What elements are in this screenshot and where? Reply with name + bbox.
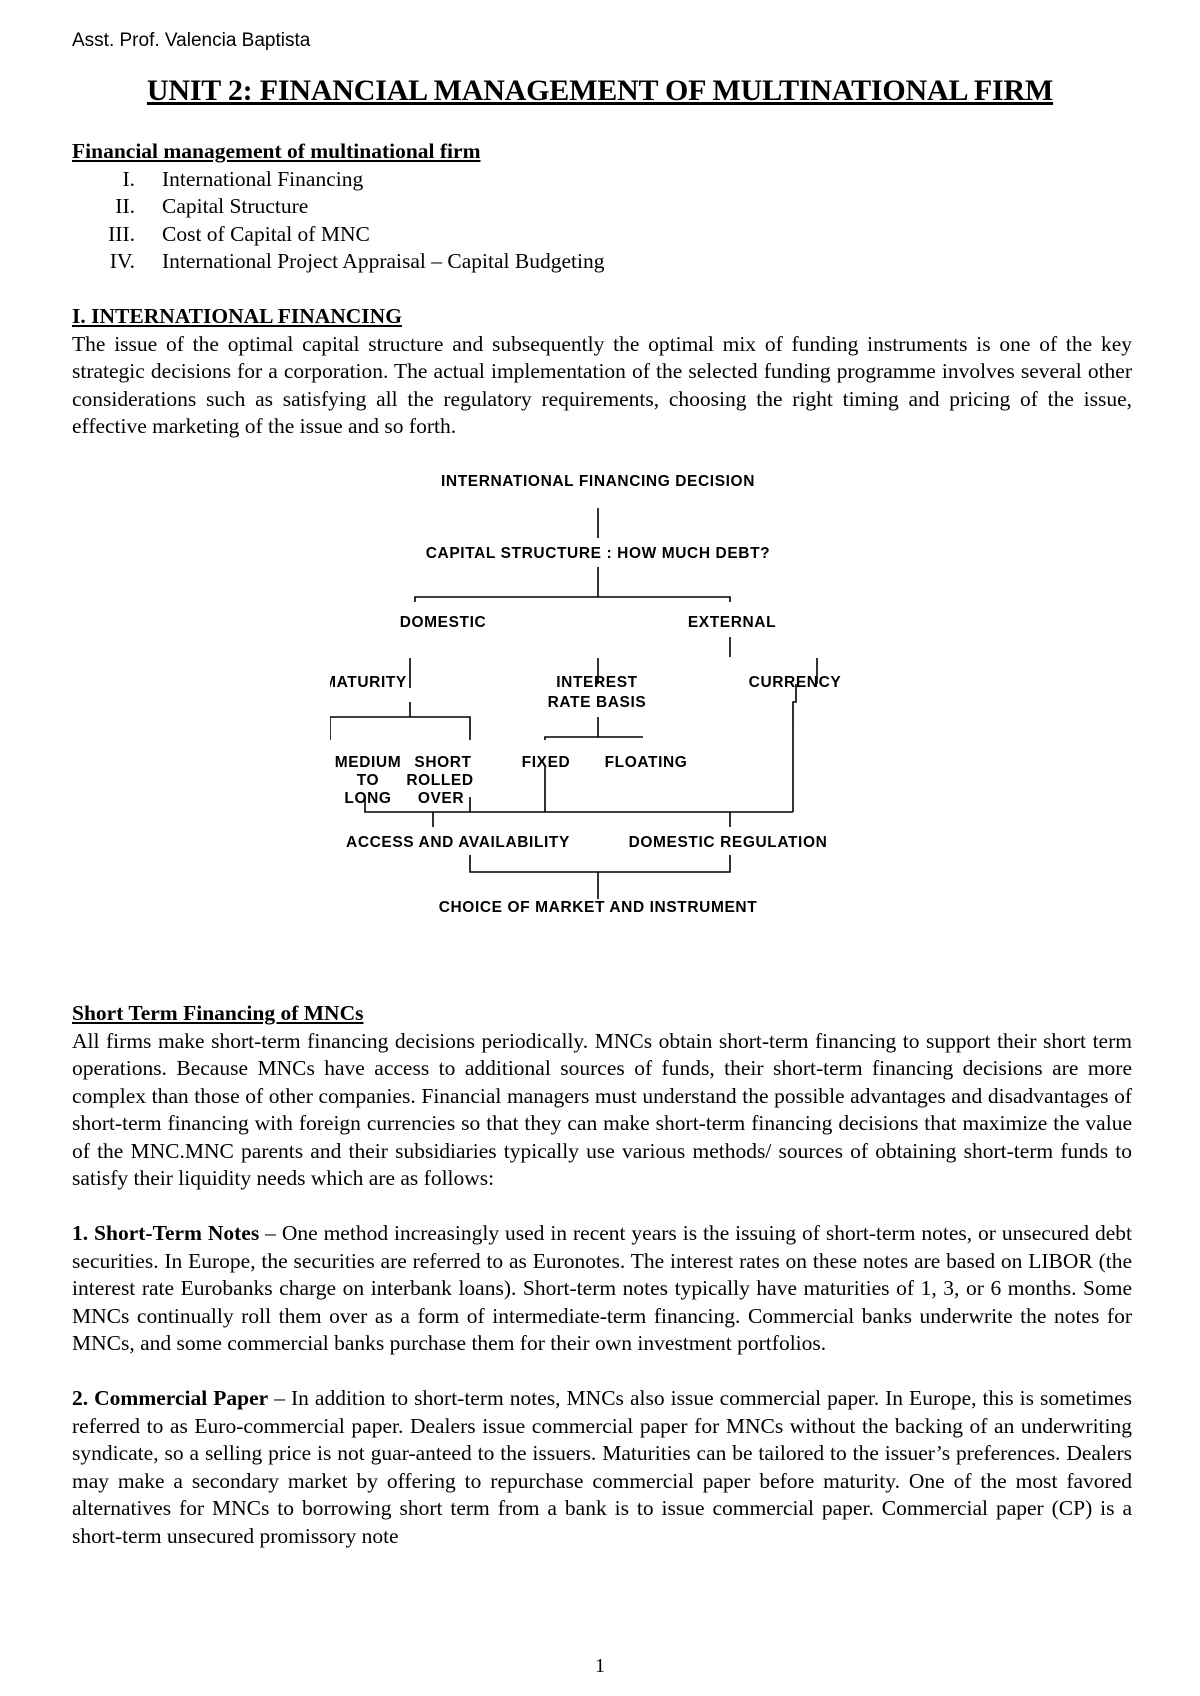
toc-heading: Financial management of multinational firm	[72, 139, 481, 163]
item-text: – One method increasingly used in recent years is the issuing of short-term notes, or unsecured debt securities. In Europe, the securities are referred to as Euronotes. The interest rates on these notes are based on LIBOR (the interest rate Eurobanks charge on interbank loans). Short-term notes typically have maturities of 1, 3, or 6 months. Some MNCs continually roll them over as a form of intermediate-term financing. Commercial banks underwrite the notes for MNCs, and some commercial banks purchase them for their own investment portfolios.	[72, 1221, 1133, 1355]
node-domestic-regulation: DOMESTIC REGULATION	[628, 834, 828, 851]
item-commercial-paper	[72, 1385, 1132, 1550]
node-interest-line2: RATE BASIS	[547, 694, 647, 711]
connector-line	[415, 597, 730, 602]
node-access-availability: ACCESS AND AVAILABILITY	[346, 834, 570, 851]
toc-item-number: III.	[108, 221, 135, 246]
short-term-paragraph: All firms make short-term financing decisions periodically. MNCs obtain short-term financing to support their short term operations. Because MNCs have access to additional sources of funds, their short-term financing decisions are more complex than those of other companies. Financial managers must understand the possible advantages and disadvantages of short-term financing with foreign currencies so that they can make short-term financing decisions that maximize the value of the MNC.MNC parents and their subsidiaries typically use various methods/ sources of obtaining short-term funds to satisfy their liquidity needs which are as follows:	[72, 1028, 1132, 1190]
toc-item	[72, 248, 1132, 276]
financing-decision-diagram	[330, 462, 890, 982]
author-header: Asst. Prof. Valencia Baptista	[72, 30, 311, 51]
toc-item	[72, 193, 1132, 221]
node-short-line2: ROLLED	[406, 772, 474, 789]
short-term-financing-section	[72, 1000, 1132, 1550]
toc-item-text: International Financing	[162, 166, 364, 191]
node-short-line3: OVER	[417, 790, 465, 807]
node-fixed: FIXED	[521, 754, 571, 771]
section-heading-international-financing: I. INTERNATIONAL FINANCING	[72, 304, 402, 328]
toc-item-number: I.	[122, 166, 135, 191]
page-title: UNIT 2: FINANCIAL MANAGEMENT OF MULTINATIONAL FIRM	[146, 74, 1054, 107]
page-number: 1	[595, 1655, 605, 1677]
intro-content	[72, 138, 1132, 441]
toc-item	[72, 166, 1132, 194]
node-medium-line1: MEDIUM	[334, 754, 402, 771]
toc-item-text: International Project Appraisal – Capital Budgeting	[162, 249, 605, 273]
toc-list	[72, 166, 1132, 276]
node-interest-line1: INTEREST	[556, 674, 638, 691]
item-text: – In addition to short-term notes, MNCs also issue commercial paper. In Europe, this is sometimes referred to as Euro-commercial paper. Dealers issue commercial paper for MNCs without the backing of an underwriting syndicate, so a selling price is not guar-anteed to the issuers. Maturities can be tailored to the issuer’s preferences. Dealers may make a secondary market by offering to repurchase commercial paper before maturity. One of the most favored alternatives for MNCs to borrowing short term from a bank is to issue commercial paper. Commercial paper (CP) is a short-term unsecured promissory note	[72, 1386, 1132, 1548]
node-maturity: MATURITY	[330, 674, 407, 691]
node-capital-structure: CAPITAL STRUCTURE : HOW MUCH DEBT?	[425, 545, 771, 562]
toc-item-text: Capital Structure	[162, 194, 309, 218]
node-floating: FLOATING	[604, 754, 688, 771]
toc-item-text: Cost of Capital of MNC	[162, 221, 370, 246]
node-medium-line3: LONG	[344, 790, 392, 807]
connector-line	[330, 717, 470, 740]
toc-item-number: II.	[115, 194, 135, 218]
section-heading-short-term: Short Term Financing of MNCs	[72, 1001, 364, 1025]
toc-item	[72, 221, 1132, 249]
node-currency: CURRENCY	[748, 674, 842, 691]
diagram-svg	[330, 462, 890, 982]
item-label: 2. Commercial Paper	[72, 1386, 269, 1410]
item-short-term-notes	[72, 1220, 1132, 1358]
item-label: 1. Short-Term Notes	[72, 1221, 260, 1245]
toc-item-number: IV.	[109, 249, 135, 273]
connector-line	[545, 737, 643, 740]
node-domestic: DOMESTIC	[399, 614, 487, 631]
connector-line	[470, 855, 730, 872]
node-short-line1: SHORT	[414, 754, 472, 771]
intro-paragraph: The issue of the optimal capital structure and subsequently the optimal mix of funding instruments is one of the key strategic decisions for a corporation. The actual implementation of the selected funding programme involves several other considerations such as satisfying all the regulatory requirements, choosing the right timing and pricing of the issue, effective marketing of the issue and so forth.	[72, 331, 1132, 438]
node-choice-of-market: CHOICE OF MARKET AND INSTRUMENT	[438, 899, 758, 916]
node-international-financing-decision: INTERNATIONAL FINANCING DECISION	[441, 473, 755, 490]
node-external: EXTERNAL	[687, 614, 777, 631]
node-medium-line2: TO	[356, 772, 380, 789]
